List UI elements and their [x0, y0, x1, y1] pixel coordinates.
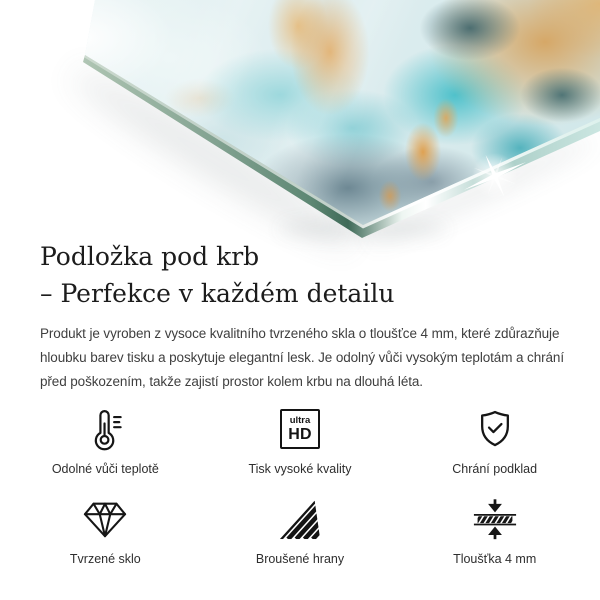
hero-section [0, 0, 600, 234]
feature-label: Chrání podklad [452, 462, 538, 476]
feature-item-thickness [397, 496, 592, 566]
shield-check-icon [473, 406, 517, 452]
thermometer-icon [83, 406, 127, 452]
feature-label: Tvrzené sklo [69, 552, 141, 566]
sparkle-icon [460, 141, 530, 211]
feature-label: Odolné vůči teplotě [51, 462, 159, 476]
feature-item-polished-edges [203, 496, 398, 566]
product-description: Produkt je vyroben z vysoce kvalitního tvrzeného skla o tloušťce 4 mm, které zdůrazňuje hloubku barev tisku a poskytuje elegantní lesk. Je odolný vůči vysokým teplotám a chrání před poškozením, takže zajistí prostor kolem krbu na dlouhá léta. [40, 326, 564, 389]
feature-label: Tloušťka 4 mm [453, 552, 537, 566]
ultra-hd-icon-text-top: ultra [289, 414, 311, 426]
feature-label: Broušené hrany [255, 552, 345, 566]
feature-item-protects-surface [397, 406, 592, 476]
ultra-hd-icon-text-bottom: HD [288, 425, 312, 443]
polished-edges-icon [278, 496, 322, 542]
thickness-4mm-icon [471, 496, 519, 542]
ultra-hd-icon [280, 406, 320, 452]
features-grid [8, 406, 592, 566]
feature-label: Tisk vysoké kvality [248, 462, 352, 476]
page-title [40, 238, 560, 312]
page-title-line1: Podložka pod krb [40, 242, 260, 271]
page-title-line2: – Perfekce v každém detailu [40, 279, 395, 308]
diamond-icon [82, 496, 128, 542]
feature-item-heat-resistant [8, 406, 203, 476]
feature-item-tempered-glass [8, 496, 203, 566]
feature-item-print-quality [203, 406, 398, 476]
